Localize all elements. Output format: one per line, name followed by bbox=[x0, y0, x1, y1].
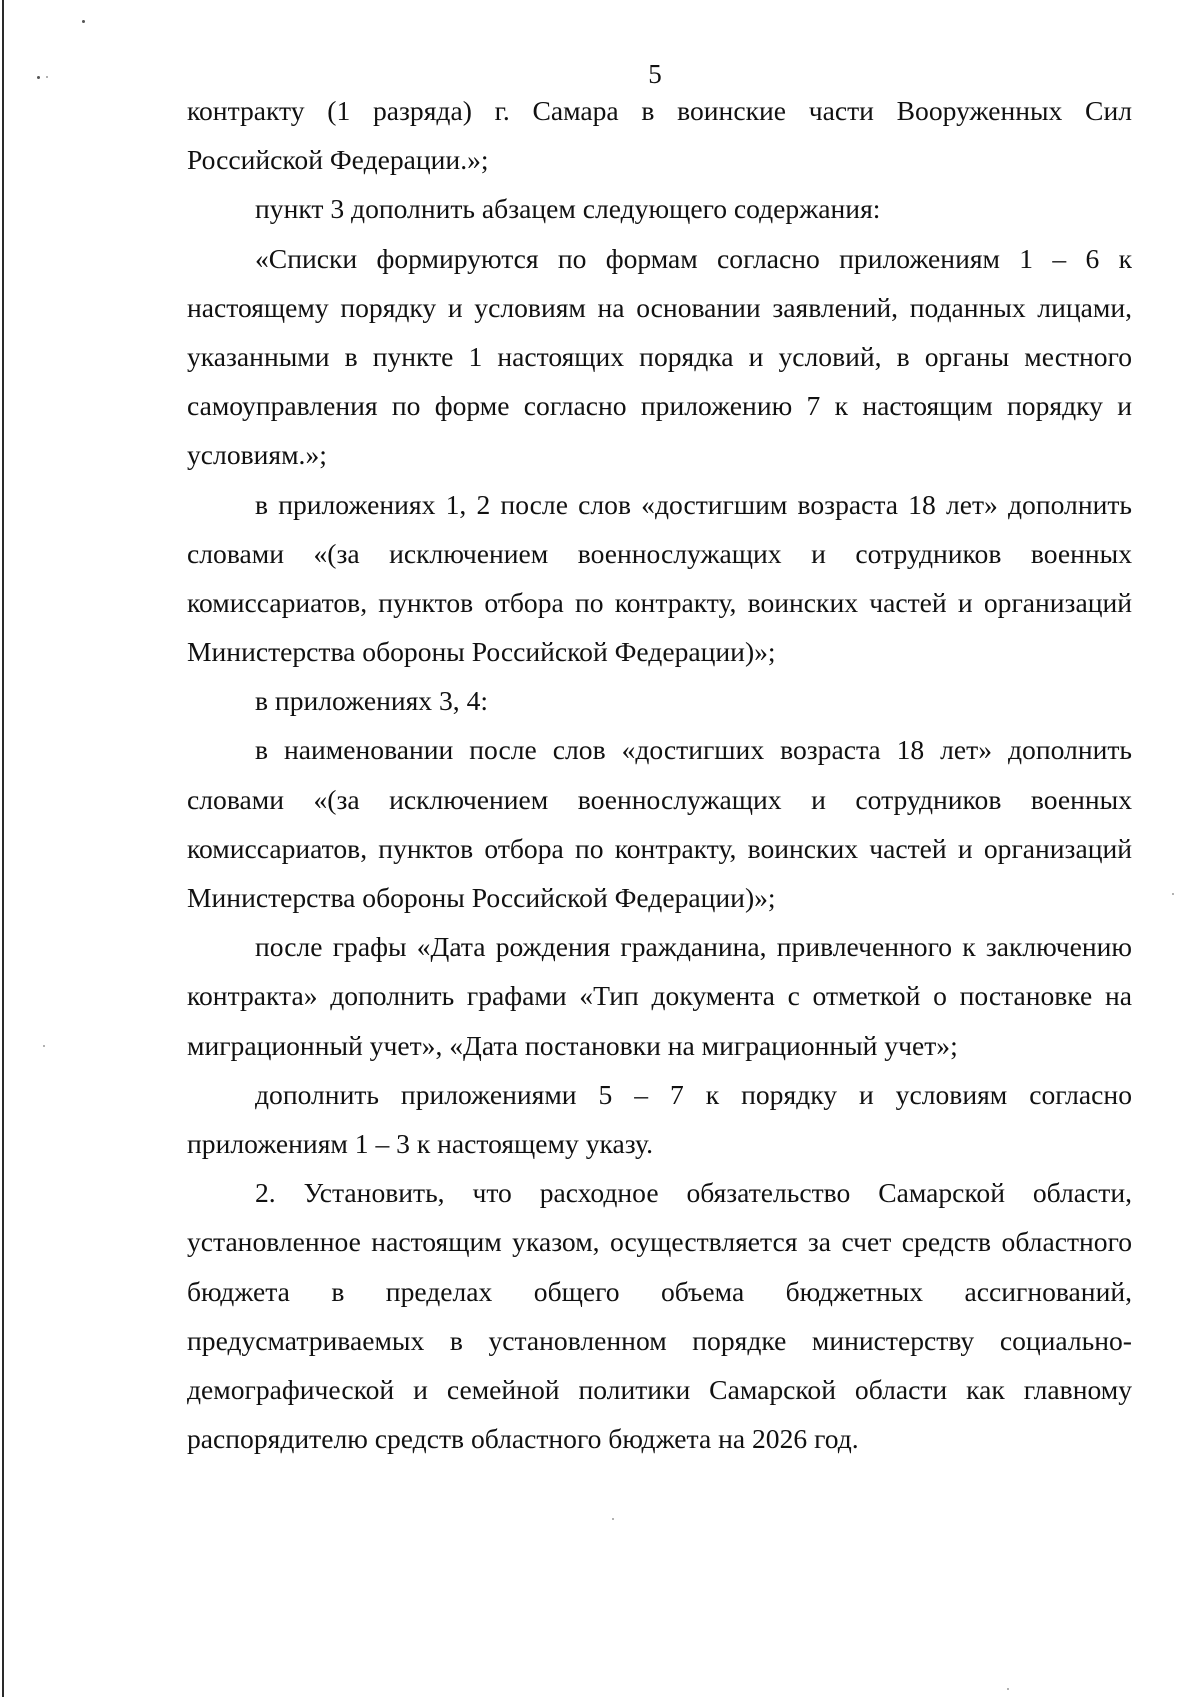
text-line: после графы «Дата рождения гражданина, привлеченного к заключению bbox=[255, 931, 1132, 963]
text-line: комиссариатов, пунктов отбора по контракту, воинских частей и организаций bbox=[187, 586, 1132, 618]
text-line: демографической и семейной политики Самарской области как главному bbox=[187, 1373, 1132, 1405]
text-line: бюджета в пределах общего объема бюджетных ассигнований, bbox=[187, 1275, 1132, 1307]
text-line: распорядителю средств областного бюджета на 2026 год. bbox=[187, 1423, 859, 1455]
text-line: условиям.»; bbox=[187, 439, 327, 471]
text-line: пункт 3 дополнить абзацем следующего содержания: bbox=[255, 193, 881, 225]
scan-left-edge bbox=[2, 0, 4, 1697]
text-line: самоуправления по форме согласно приложению 7 к настоящим порядку и bbox=[187, 390, 1132, 422]
text-line: комиссариатов, пунктов отбора по контракту, воинских частей и организаций bbox=[187, 832, 1132, 864]
page-number: 5 bbox=[648, 59, 662, 89]
text-line: Российской Федерации.»; bbox=[187, 144, 489, 176]
text-line: контракта» дополнить графами «Тип документа с отметкой о постановке на bbox=[187, 980, 1132, 1012]
text-line: приложениям 1 – 3 к настоящему указу. bbox=[187, 1127, 653, 1159]
text-line: «Списки формируются по формам согласно приложениям 1 – 6 к bbox=[255, 242, 1132, 274]
text-line: указанными в пункте 1 настоящих порядка и условий, в органы местного bbox=[187, 340, 1132, 372]
text-line: установленное настоящим указом, осуществляется за счет средств областного bbox=[187, 1226, 1132, 1258]
text-line: в приложениях 1, 2 после слов «достигшим возраста 18 лет» дополнить bbox=[255, 488, 1132, 520]
scan-speck bbox=[1172, 893, 1174, 895]
text-line: в наименовании после слов «достигших возраста 18 лет» дополнить bbox=[255, 734, 1132, 766]
scan-speck bbox=[612, 1518, 614, 1520]
text-line: контракту (1 разряда) г. Самара в воинские части Вооруженных Сил bbox=[187, 95, 1132, 126]
text-line: настоящему порядку и условиям на основании заявлений, поданных лицами, bbox=[187, 291, 1132, 323]
text-line: миграционный учет», «Дата постановки на миграционный учет»; bbox=[187, 1029, 958, 1061]
scan-speck bbox=[46, 76, 48, 78]
scan-speck bbox=[1007, 1688, 1009, 1690]
text-line: словами «(за исключением военнослужащих и сотрудников военных bbox=[187, 537, 1132, 569]
scan-speck bbox=[82, 20, 85, 23]
text-line: Министерства обороны Российской Федерации)»; bbox=[187, 882, 776, 913]
text-line: дополнить приложениями 5 – 7 к порядку и условиям согласно bbox=[255, 1078, 1132, 1110]
text-line: в приложениях 3, 4: bbox=[255, 685, 489, 717]
text-line: предусматриваемых в установленном порядке министерству социально- bbox=[187, 1324, 1132, 1356]
document-body bbox=[187, 86, 1132, 1463]
scan-speck bbox=[43, 1045, 45, 1047]
text-line: Министерства обороны Российской Федерации)»; bbox=[187, 636, 776, 668]
text-line: 2. Установить, что расходное обязательство Самарской области, bbox=[255, 1177, 1132, 1209]
text-line: словами «(за исключением военнослужащих и сотрудников военных bbox=[187, 783, 1132, 815]
scan-speck bbox=[37, 76, 40, 79]
